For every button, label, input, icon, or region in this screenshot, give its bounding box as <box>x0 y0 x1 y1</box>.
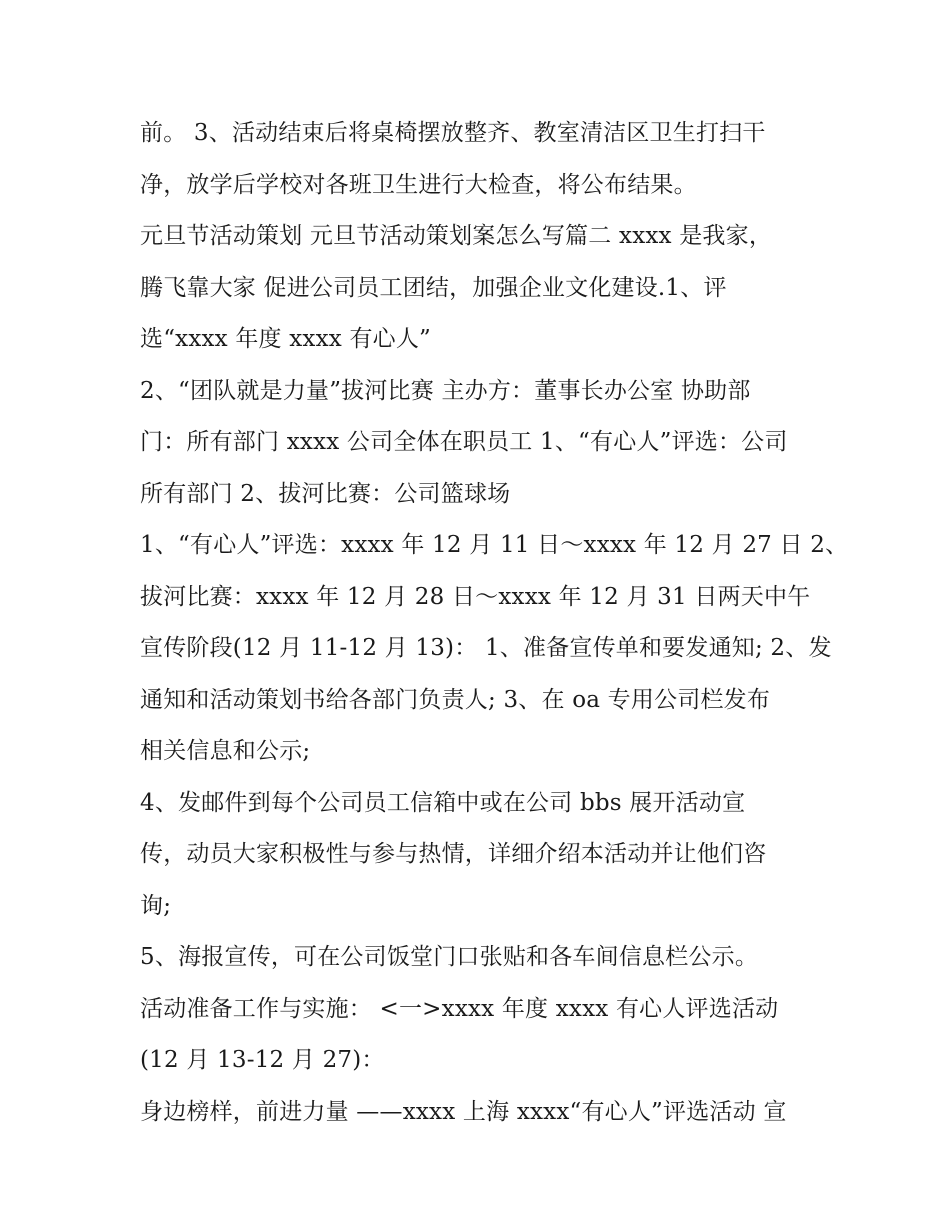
text-line: 2、“团队就是力量”拔河比赛 主办方：董事长办公室 协助部 <box>140 377 751 404</box>
text-line: 通知和活动策划书给各部门负责人; 3、在 oa 专用公司栏发布 <box>140 686 771 713</box>
text-line: 选“xxxx 年度 xxxx 有心人” <box>140 326 432 352</box>
text-line: 询; <box>140 892 172 919</box>
text-line: 宣传阶段(12 月 11-12 月 13)： 1、准备宣传单和要发通知; 2、发 <box>140 635 832 661</box>
text-line: 拔河比赛：xxxx 年 12 月 28 日～xxxx 年 12 月 31 日两天中午 <box>140 583 811 610</box>
text-line: 传，动员大家积极性与参与热情，详细介绍本活动并让他们咨 <box>140 841 767 867</box>
text-line: 净，放学后学校对各班卫生进行大检查，将公布结果。 <box>140 171 697 198</box>
text-line: 1、“有心人”评选：xxxx 年 12 月 11 日～xxxx 年 12 月 27 日 2、 <box>140 532 849 558</box>
text-line: 4、发邮件到每个公司员工信箱中或在公司 bbs 展开活动宣 <box>140 789 746 816</box>
text-line: 前。 3、活动结束后将桌椅摆放整齐、教室清洁区卫生打扫干 <box>140 120 766 146</box>
document-body <box>140 108 849 1138</box>
text-line: 活动准备工作与实施： <一>xxxx 年度 xxxx 有心人评选活动 <box>140 995 779 1022</box>
text-line: 元旦节活动策划 元旦节活动策划案怎么写篇二 xxxx 是我家， <box>140 223 773 249</box>
text-line: (12 月 13-12 月 27)： <box>140 1047 385 1073</box>
text-line: 腾飞靠大家 促进公司员工团结，加强企业文化建设.1、评 <box>140 274 727 301</box>
text-line: 相关信息和公示; <box>140 738 311 764</box>
text-line: 5、海报宣传，可在公司饭堂门口张贴和各车间信息栏公示。 <box>140 944 759 970</box>
text-line: 所有部门 2、拔河比赛：公司篮球场 <box>140 480 511 507</box>
text-line: 身边榜样，前进力量 ——xxxx 上海 xxxx“有心人”评选活动 宣 <box>140 1098 787 1125</box>
text-line: 门：所有部门 xxxx 公司全体在职员工 1、“有心人”评选：公司 <box>140 429 788 455</box>
